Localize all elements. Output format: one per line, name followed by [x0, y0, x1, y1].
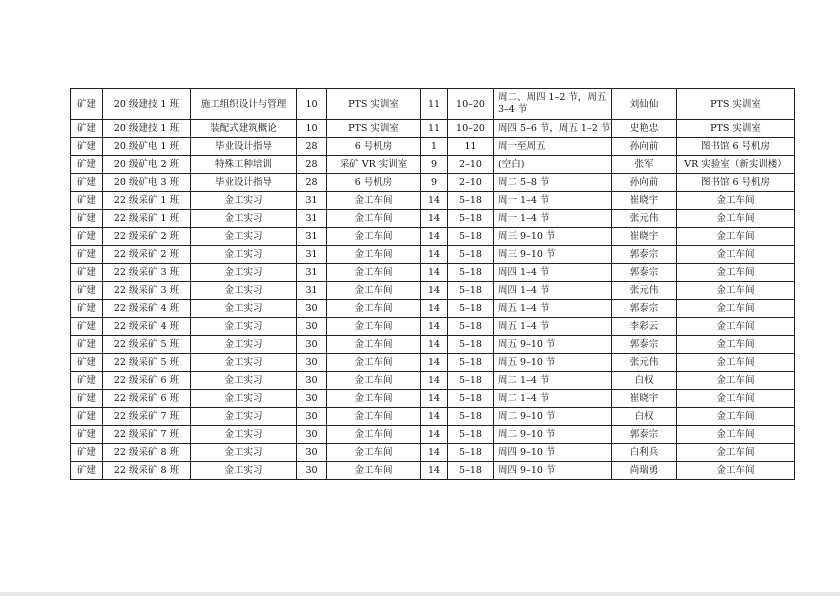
- cell-student-count: 30: [297, 408, 327, 426]
- cell-location: 金工车间: [677, 426, 795, 444]
- cell-week-count: 14: [421, 372, 448, 390]
- cell-room: 金工车间: [327, 408, 421, 426]
- table-row: [71, 390, 795, 408]
- cell-department: 矿建: [71, 300, 103, 318]
- cell-course: 施工组织设计与管理: [191, 89, 297, 120]
- cell-week-count: 11: [421, 120, 448, 138]
- cell-teacher: 崔晓宇: [612, 192, 677, 210]
- cell-teacher: 郭泰宗: [612, 264, 677, 282]
- cell-week-count: 14: [421, 336, 448, 354]
- cell-weeks: 10–20: [448, 89, 494, 120]
- cell-room: 金工车间: [327, 444, 421, 462]
- cell-room: 金工车间: [327, 210, 421, 228]
- cell-location: 金工车间: [677, 390, 795, 408]
- cell-week-count: 14: [421, 300, 448, 318]
- table-row: [71, 89, 795, 120]
- cell-class: 22 级采矿 8 班: [103, 462, 191, 480]
- cell-department: 矿建: [71, 462, 103, 480]
- cell-teacher: 白利兵: [612, 444, 677, 462]
- cell-location: 金工车间: [677, 444, 795, 462]
- cell-student-count: 10: [297, 89, 327, 120]
- cell-department: 矿建: [71, 156, 103, 174]
- cell-department: 矿建: [71, 354, 103, 372]
- cell-week-count: 14: [421, 390, 448, 408]
- cell-course: 金工实习: [191, 228, 297, 246]
- cell-teacher: 崔晓宇: [612, 228, 677, 246]
- cell-location: 金工车间: [677, 372, 795, 390]
- cell-location: 金工车间: [677, 300, 795, 318]
- cell-time: 周一 1–4 节: [494, 210, 612, 228]
- cell-time: 周三 9–10 节: [494, 246, 612, 264]
- cell-student-count: 31: [297, 192, 327, 210]
- cell-location: 金工车间: [677, 354, 795, 372]
- cell-week-count: 14: [421, 408, 448, 426]
- cell-location: 金工车间: [677, 318, 795, 336]
- cell-teacher: 郭泰宗: [612, 426, 677, 444]
- cell-week-count: 14: [421, 444, 448, 462]
- cell-course: 装配式建筑概论: [191, 120, 297, 138]
- cell-room: 金工车间: [327, 300, 421, 318]
- table-row: [71, 318, 795, 336]
- cell-weeks: 2–10: [448, 174, 494, 192]
- cell-weeks: 5–18: [448, 264, 494, 282]
- cell-course: 金工实习: [191, 264, 297, 282]
- cell-time: 周二 1–4 节: [494, 372, 612, 390]
- cell-student-count: 31: [297, 210, 327, 228]
- cell-course: 金工实习: [191, 318, 297, 336]
- cell-week-count: 14: [421, 318, 448, 336]
- cell-department: 矿建: [71, 408, 103, 426]
- cell-room: 金工车间: [327, 336, 421, 354]
- table-row: [71, 336, 795, 354]
- cell-teacher: 李彩云: [612, 318, 677, 336]
- cell-teacher: 白权: [612, 372, 677, 390]
- cell-time: 周二 9–10 节: [494, 408, 612, 426]
- cell-time: (空白): [494, 156, 612, 174]
- cell-weeks: 10–20: [448, 120, 494, 138]
- cell-class: 22 级采矿 4 班: [103, 318, 191, 336]
- cell-teacher: 张元伟: [612, 210, 677, 228]
- cell-weeks: 5–18: [448, 228, 494, 246]
- cell-class: 20 级建技 1 班: [103, 120, 191, 138]
- cell-location: 金工车间: [677, 192, 795, 210]
- cell-time: 周五 1–4 节: [494, 300, 612, 318]
- table-row: [71, 282, 795, 300]
- cell-class: 22 级采矿 2 班: [103, 246, 191, 264]
- cell-student-count: 30: [297, 336, 327, 354]
- cell-student-count: 31: [297, 264, 327, 282]
- cell-department: 矿建: [71, 390, 103, 408]
- cell-location: 金工车间: [677, 336, 795, 354]
- cell-weeks: 5–18: [448, 318, 494, 336]
- cell-class: 22 级采矿 1 班: [103, 192, 191, 210]
- cell-class: 22 级采矿 5 班: [103, 354, 191, 372]
- cell-location: VR 实验室（新实训楼）: [677, 156, 795, 174]
- page-bottom-edge: [0, 592, 840, 596]
- cell-student-count: 30: [297, 354, 327, 372]
- cell-room: 金工车间: [327, 372, 421, 390]
- cell-department: 矿建: [71, 210, 103, 228]
- cell-week-count: 14: [421, 192, 448, 210]
- table-row: [71, 210, 795, 228]
- cell-weeks: 5–18: [448, 192, 494, 210]
- cell-weeks: 11: [448, 138, 494, 156]
- cell-time: 周三 9–10 节: [494, 228, 612, 246]
- table-row: [71, 228, 795, 246]
- cell-class: 22 级采矿 7 班: [103, 408, 191, 426]
- cell-class: 20 级建技 1 班: [103, 89, 191, 120]
- cell-class: 22 级采矿 4 班: [103, 300, 191, 318]
- cell-time: 周四 9–10 节: [494, 462, 612, 480]
- cell-time: 周二 1–4 节: [494, 390, 612, 408]
- cell-class: 22 级采矿 8 班: [103, 444, 191, 462]
- cell-department: 矿建: [71, 372, 103, 390]
- cell-course: 特殊工种培训: [191, 156, 297, 174]
- cell-student-count: 30: [297, 426, 327, 444]
- cell-course: 金工实习: [191, 390, 297, 408]
- cell-department: 矿建: [71, 318, 103, 336]
- cell-department: 矿建: [71, 264, 103, 282]
- table-row: [71, 120, 795, 138]
- cell-course: 金工实习: [191, 372, 297, 390]
- cell-room: 金工车间: [327, 318, 421, 336]
- cell-time: 周五 9–10 节: [494, 354, 612, 372]
- cell-class: 20 级矿电 1 班: [103, 138, 191, 156]
- cell-student-count: 10: [297, 120, 327, 138]
- cell-teacher: 郭泰宗: [612, 300, 677, 318]
- cell-class: 22 级采矿 3 班: [103, 282, 191, 300]
- cell-time: 周四 9–10 节: [494, 444, 612, 462]
- cell-location: 金工车间: [677, 264, 795, 282]
- table-row: [71, 444, 795, 462]
- cell-room: 金工车间: [327, 264, 421, 282]
- cell-week-count: 9: [421, 156, 448, 174]
- cell-weeks: 5–18: [448, 372, 494, 390]
- cell-weeks: 5–18: [448, 426, 494, 444]
- cell-teacher: 孙向前: [612, 174, 677, 192]
- cell-location: 金工车间: [677, 282, 795, 300]
- cell-student-count: 30: [297, 318, 327, 336]
- table-row: [71, 264, 795, 282]
- cell-weeks: 5–18: [448, 462, 494, 480]
- cell-location: 金工车间: [677, 408, 795, 426]
- cell-student-count: 28: [297, 156, 327, 174]
- cell-course: 金工实习: [191, 426, 297, 444]
- cell-room: 金工车间: [327, 246, 421, 264]
- cell-student-count: 30: [297, 372, 327, 390]
- cell-department: 矿建: [71, 120, 103, 138]
- cell-room: 6 号机房: [327, 174, 421, 192]
- cell-class: 20 级矿电 2 班: [103, 156, 191, 174]
- cell-course: 金工实习: [191, 282, 297, 300]
- cell-department: 矿建: [71, 246, 103, 264]
- cell-room: PTS 实训室: [327, 89, 421, 120]
- cell-department: 矿建: [71, 138, 103, 156]
- table-row: [71, 192, 795, 210]
- table-row: [71, 174, 795, 192]
- cell-weeks: 5–18: [448, 300, 494, 318]
- cell-class: 22 级采矿 6 班: [103, 390, 191, 408]
- cell-course: 金工实习: [191, 192, 297, 210]
- cell-class: 22 级采矿 2 班: [103, 228, 191, 246]
- cell-department: 矿建: [71, 282, 103, 300]
- cell-weeks: 5–18: [448, 354, 494, 372]
- cell-department: 矿建: [71, 228, 103, 246]
- cell-weeks: 5–18: [448, 408, 494, 426]
- cell-student-count: 30: [297, 444, 327, 462]
- cell-class: 22 级采矿 5 班: [103, 336, 191, 354]
- cell-teacher: 郭泰宗: [612, 336, 677, 354]
- cell-weeks: 5–18: [448, 336, 494, 354]
- cell-course: 金工实习: [191, 444, 297, 462]
- cell-week-count: 14: [421, 228, 448, 246]
- cell-location: PTS 实训室: [677, 89, 795, 120]
- table-row: [71, 426, 795, 444]
- cell-time: 周二、周四 1–2 节，周五 3–4 节: [494, 89, 612, 120]
- cell-course: 金工实习: [191, 246, 297, 264]
- cell-week-count: 14: [421, 282, 448, 300]
- cell-teacher: 张元伟: [612, 282, 677, 300]
- cell-course: 金工实习: [191, 336, 297, 354]
- cell-time: 周二 9–10 节: [494, 426, 612, 444]
- cell-teacher: 崔晓宇: [612, 390, 677, 408]
- cell-time: 周四 1–4 节: [494, 282, 612, 300]
- cell-location: 图书馆 6 号机房: [677, 138, 795, 156]
- cell-class: 22 级采矿 6 班: [103, 372, 191, 390]
- cell-student-count: 31: [297, 282, 327, 300]
- cell-room: 金工车间: [327, 228, 421, 246]
- table-row: [71, 246, 795, 264]
- cell-course: 金工实习: [191, 354, 297, 372]
- cell-time: 周一 1–4 节: [494, 192, 612, 210]
- cell-room: 金工车间: [327, 192, 421, 210]
- cell-course: 金工实习: [191, 300, 297, 318]
- cell-course: 金工实习: [191, 210, 297, 228]
- cell-weeks: 5–18: [448, 210, 494, 228]
- cell-class: 22 级采矿 3 班: [103, 264, 191, 282]
- cell-room: 金工车间: [327, 390, 421, 408]
- cell-week-count: 11: [421, 89, 448, 120]
- cell-teacher: 张军: [612, 156, 677, 174]
- cell-department: 矿建: [71, 336, 103, 354]
- cell-room: 金工车间: [327, 462, 421, 480]
- table-row: [71, 354, 795, 372]
- cell-room: 金工车间: [327, 282, 421, 300]
- cell-department: 矿建: [71, 426, 103, 444]
- cell-location: 金工车间: [677, 246, 795, 264]
- table-row: [71, 372, 795, 390]
- cell-student-count: 30: [297, 390, 327, 408]
- cell-student-count: 28: [297, 138, 327, 156]
- cell-location: 金工车间: [677, 462, 795, 480]
- cell-student-count: 31: [297, 228, 327, 246]
- cell-department: 矿建: [71, 444, 103, 462]
- cell-week-count: 14: [421, 354, 448, 372]
- cell-teacher: 孙向前: [612, 138, 677, 156]
- cell-course: 金工实习: [191, 408, 297, 426]
- cell-course: 毕业设计指导: [191, 174, 297, 192]
- cell-student-count: 28: [297, 174, 327, 192]
- cell-week-count: 9: [421, 174, 448, 192]
- cell-class: 22 级采矿 1 班: [103, 210, 191, 228]
- cell-teacher: 尚瑞勇: [612, 462, 677, 480]
- cell-room: 金工车间: [327, 354, 421, 372]
- cell-week-count: 14: [421, 210, 448, 228]
- table-row: [71, 138, 795, 156]
- cell-weeks: 2–10: [448, 156, 494, 174]
- table-row: [71, 462, 795, 480]
- schedule-body: [71, 89, 795, 480]
- cell-room: 金工车间: [327, 426, 421, 444]
- cell-time: 周四 5–6 节，周五 1–2 节: [494, 120, 612, 138]
- cell-teacher: 白权: [612, 408, 677, 426]
- cell-student-count: 30: [297, 462, 327, 480]
- cell-time: 周四 1–4 节: [494, 264, 612, 282]
- cell-week-count: 14: [421, 246, 448, 264]
- cell-teacher: 郭泰宗: [612, 246, 677, 264]
- cell-week-count: 14: [421, 264, 448, 282]
- cell-weeks: 5–18: [448, 390, 494, 408]
- cell-teacher: 史艳忠: [612, 120, 677, 138]
- cell-room: 6 号机房: [327, 138, 421, 156]
- cell-week-count: 1: [421, 138, 448, 156]
- cell-time: 周一至周五: [494, 138, 612, 156]
- cell-department: 矿建: [71, 192, 103, 210]
- table-row: [71, 408, 795, 426]
- cell-department: 矿建: [71, 89, 103, 120]
- cell-teacher: 刘仙仙: [612, 89, 677, 120]
- cell-time: 周二 5–8 节: [494, 174, 612, 192]
- table-row: [71, 156, 795, 174]
- cell-weeks: 5–18: [448, 246, 494, 264]
- cell-course: 金工实习: [191, 462, 297, 480]
- cell-room: PTS 实训室: [327, 120, 421, 138]
- cell-location: 金工车间: [677, 228, 795, 246]
- cell-location: 图书馆 6 号机房: [677, 174, 795, 192]
- course-schedule-table: [70, 88, 795, 480]
- cell-course: 毕业设计指导: [191, 138, 297, 156]
- cell-class: 20 级矿电 3 班: [103, 174, 191, 192]
- cell-week-count: 14: [421, 426, 448, 444]
- cell-time: 周五 1–4 节: [494, 318, 612, 336]
- cell-time: 周五 9–10 节: [494, 336, 612, 354]
- cell-weeks: 5–18: [448, 282, 494, 300]
- cell-teacher: 张元伟: [612, 354, 677, 372]
- cell-location: PTS 实训室: [677, 120, 795, 138]
- table-row: [71, 300, 795, 318]
- cell-department: 矿建: [71, 174, 103, 192]
- cell-student-count: 31: [297, 246, 327, 264]
- cell-weeks: 5–18: [448, 444, 494, 462]
- cell-week-count: 14: [421, 462, 448, 480]
- cell-class: 22 级采矿 7 班: [103, 426, 191, 444]
- cell-location: 金工车间: [677, 210, 795, 228]
- cell-room: 采矿 VR 实训室: [327, 156, 421, 174]
- cell-student-count: 30: [297, 300, 327, 318]
